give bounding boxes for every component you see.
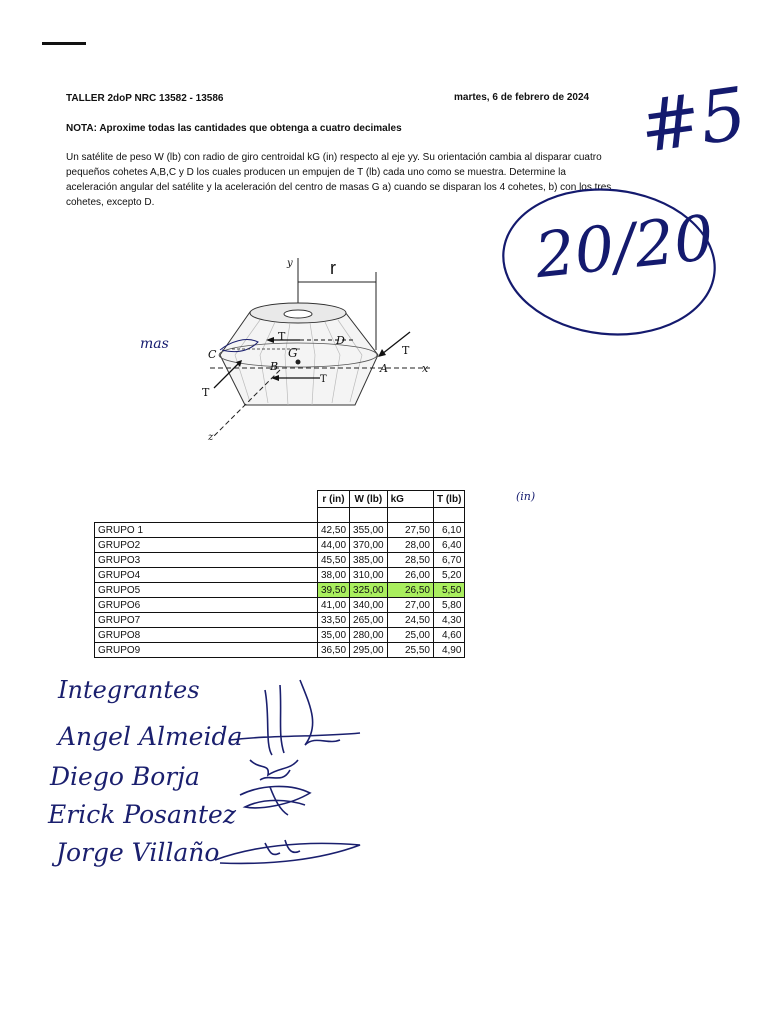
cell-kg: 25,00 [387,628,433,643]
table-spacer-row [95,508,465,523]
cell-r: 45,50 [318,553,350,568]
cell-t: 6,10 [433,523,464,538]
cell-kg: 26,50 [387,583,433,598]
course-header: TALLER 2doP NRC 13582 - 13586 [66,93,224,104]
point-c-label: C [208,348,217,361]
table-row [95,523,465,538]
thrust-bottom-label: T [320,374,327,385]
signatures [210,675,370,875]
cell-r: 44,00 [318,538,350,553]
cell-kg: 27,50 [387,523,433,538]
table-row [95,553,465,568]
cell-r: 33,50 [318,613,350,628]
y-axis-label: y [287,258,293,269]
problem-statement: Un satélite de peso W (lb) con radio de giro centroidal kG (in) respecto al eje yy. Su orientación cambia al disparar cuatro pequeños cohetes A,B,C y D los cuales producen un empujen de T (lb) cada uno como se muestra. Determine la aceleración angular del satélite y la aceleración del centro de masas G a) cuando se disparan los 4 cohetes, b) con los tres cohetes, excepto D. [66,152,612,208]
thrust-right-label: T [402,344,410,357]
cell-kg: 26,00 [387,568,433,583]
date-header: martes, 6 de febrero de 2024 [454,92,590,103]
x-axis-label: x [422,362,429,375]
cell-t: 4,30 [433,613,464,628]
table-row [95,598,465,613]
satellite-figure [140,250,450,450]
table-row [95,568,465,583]
cell-kg: 28,00 [387,538,433,553]
cell-r: 41,00 [318,598,350,613]
cell-t: 5,20 [433,568,464,583]
cell-t: 5,50 [433,583,464,598]
figure-handwritten-note: mas [140,336,169,352]
group-name: GRUPO2 [95,538,318,553]
col-header-kg-text: kG [390,493,404,505]
center-g-label: G [288,346,298,360]
cell-w: 370,00 [350,538,388,553]
col-header-t: T (lb) [433,491,464,508]
point-a-label: A [380,362,388,375]
cell-r: 35,00 [318,628,350,643]
table-row [95,628,465,643]
cell-r: 39,50 [318,583,350,598]
col-header-w: W (lb) [350,491,388,508]
table-row [95,613,465,628]
cell-w: 280,00 [350,628,388,643]
col-header-kg [387,491,433,508]
member-name: Angel Almeida [58,722,243,751]
corner-dash-mark [42,42,86,45]
group-name: GRUPO6 [95,598,318,613]
group-data-table [94,490,465,658]
col-header-r: r (in) [318,491,350,508]
thrust-left-label: T [202,386,210,399]
cell-kg: 24,50 [387,613,433,628]
cell-kg: 27,00 [387,598,433,613]
table-header-row [95,491,465,508]
cell-kg: 25,50 [387,643,433,658]
cell-w: 385,00 [350,553,388,568]
cell-w: 310,00 [350,568,388,583]
members-title: Integrantes [58,676,200,704]
point-b-label: B [270,360,279,373]
cell-t: 6,40 [433,538,464,553]
group-name: GRUPO8 [95,628,318,643]
score-annotation: 20/20 [531,200,718,293]
parameters-table [94,490,465,658]
group-name: GRUPO7 [95,613,318,628]
r-dimension-label: r [330,258,336,278]
cell-r: 38,00 [318,568,350,583]
cell-t: 4,60 [433,628,464,643]
member-name: Diego Borja [50,762,200,791]
cell-t: 6,70 [433,553,464,568]
cell-w: 265,00 [350,613,388,628]
cell-t: 4,90 [433,643,464,658]
group-name: GRUPO 1 [95,523,318,538]
cell-w: 295,00 [350,643,388,658]
cell-w: 325,00 [350,583,388,598]
problem-number-annotation: #5 [634,71,752,169]
cell-r: 36,50 [318,643,350,658]
member-name: Jorge Villaño [56,838,220,867]
cell-w: 340,00 [350,598,388,613]
kg-unit-annotation: (in) [516,490,536,503]
group-name: GRUPO5 [95,583,318,598]
instructions-note: NOTA: Aproxime todas las cantidades que obtenga a cuatro decimales [66,123,402,134]
cell-r: 42,50 [318,523,350,538]
table-row [95,538,465,553]
group-name: GRUPO4 [95,568,318,583]
group-name: GRUPO9 [95,643,318,658]
thrust-top-label: T [278,330,286,343]
point-d-label: D [336,334,345,347]
table-row [95,643,465,658]
table-row-highlighted [95,583,465,598]
cell-kg: 28,50 [387,553,433,568]
group-name: GRUPO3 [95,553,318,568]
member-name: Erick Posantez [48,800,237,829]
cell-w: 355,00 [350,523,388,538]
z-axis-label: z [208,432,214,443]
cell-t: 5,80 [433,598,464,613]
